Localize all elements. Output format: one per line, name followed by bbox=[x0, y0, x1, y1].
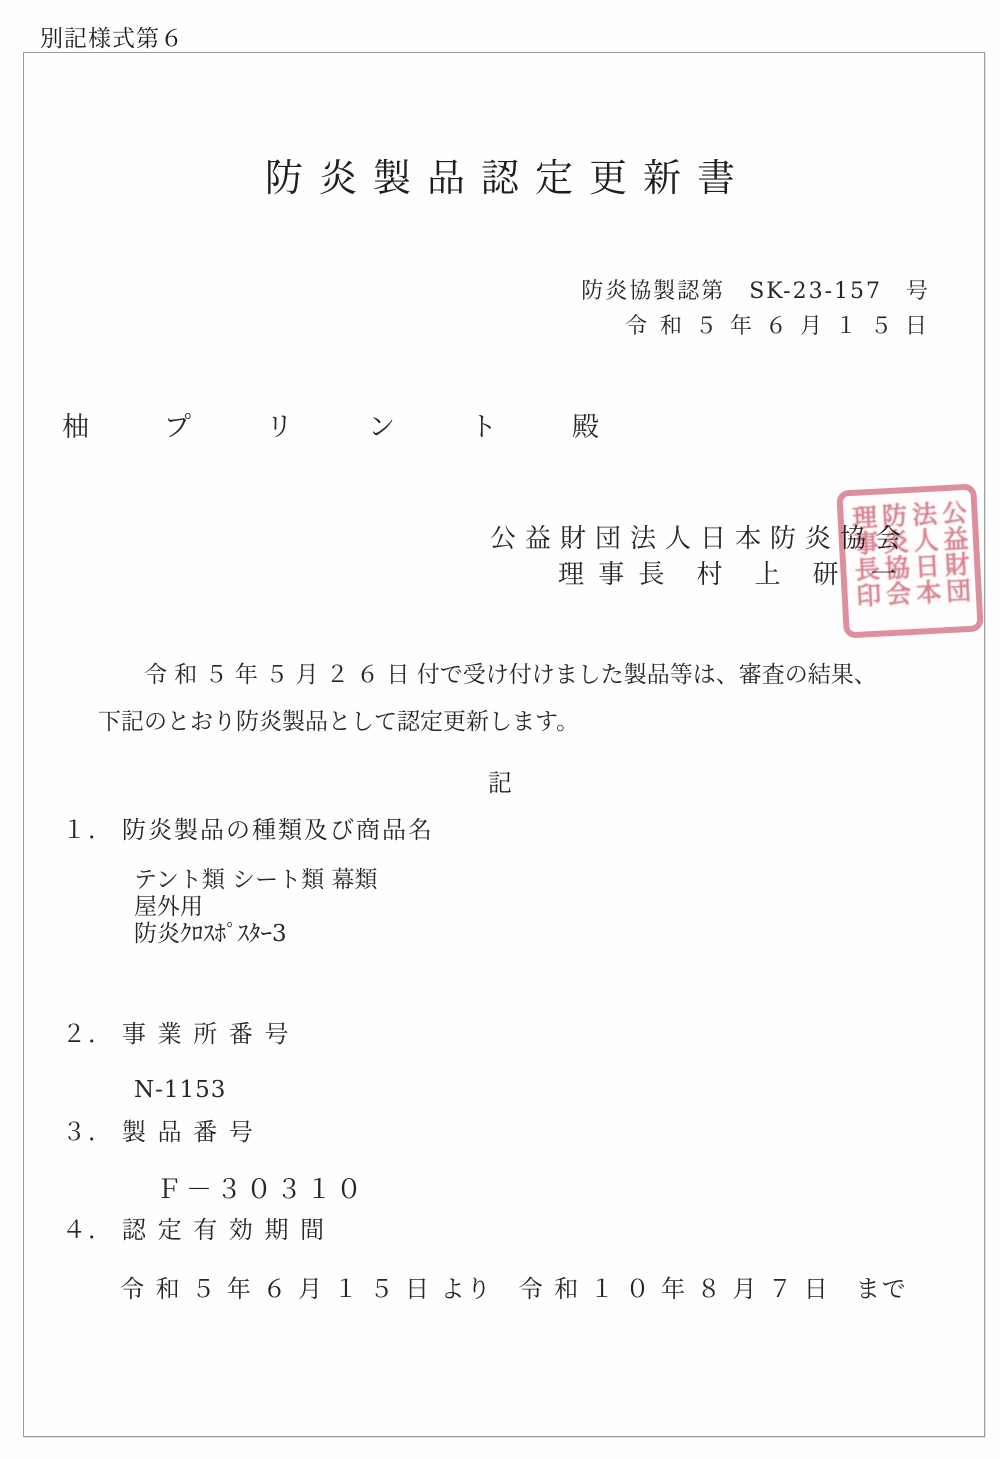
body-line-1: 令 和 ５ 年 ５ 月 ２ ６ 日 付で受け付けました製品等は、審査の結果、 bbox=[144, 662, 877, 688]
official-seal-stamp bbox=[836, 483, 984, 638]
issuer-organization-name: 公益財団法人日本防炎協会 bbox=[490, 524, 911, 554]
section-office-number bbox=[62, 1014, 291, 1103]
section-label: 事 業 所 番 号 bbox=[122, 1020, 291, 1048]
page-title: 防炎製品認定更新書 bbox=[264, 156, 751, 200]
addressee-name: 柚 プ リ ン ト 殿 bbox=[62, 412, 623, 443]
product-category: テント類 シート類 幕類 bbox=[134, 867, 378, 893]
section-header bbox=[62, 1112, 366, 1147]
product-number-value: Ｆ－３０３１０ bbox=[156, 1175, 367, 1205]
form-number-label: 別記様式第６ bbox=[40, 26, 184, 52]
seal-text: 公益財団法人日本防炎協会理事長印 bbox=[847, 498, 973, 610]
section-number: １． bbox=[62, 816, 114, 844]
section-label: 防炎製品の種類及び商品名 bbox=[122, 816, 434, 844]
body-line-2: 下記のとおり防炎製品として認定更新します。 bbox=[98, 709, 580, 735]
section-label: 製 品 番 号 bbox=[122, 1118, 255, 1146]
section-validity-period bbox=[62, 1210, 908, 1304]
product-name: 防炎ｸﾛｽﾎﾟｽﾀｰ3 bbox=[134, 921, 287, 947]
section-header bbox=[62, 1210, 908, 1245]
section-product-number bbox=[62, 1112, 366, 1206]
section-product-type bbox=[62, 810, 434, 948]
section-values bbox=[120, 1269, 908, 1304]
section-values bbox=[134, 867, 434, 948]
section-values bbox=[156, 1169, 366, 1206]
issuer-chairman-name: 理 事 長 村 上 研 一 bbox=[558, 560, 900, 590]
validity-period-value: 令 和 ５ 年 ６ 月 １ ５ 日 より 令 和 １ ０ 年 ８ 月 ７ 日 まで bbox=[120, 1275, 908, 1303]
section-header bbox=[62, 810, 434, 845]
section-label: 認 定 有 効 期 間 bbox=[122, 1216, 327, 1244]
section-number: ３． bbox=[62, 1118, 114, 1146]
section-header bbox=[62, 1014, 291, 1049]
section-number: ４． bbox=[62, 1216, 114, 1244]
section-number: ２． bbox=[62, 1020, 114, 1048]
issue-date: 令 和 ５ 年 ６ 月 １ ５ 日 bbox=[625, 314, 930, 339]
product-use: 屋外用 bbox=[134, 894, 203, 920]
section-values bbox=[134, 1077, 291, 1103]
certificate-number: 防炎協製認第 SK-23-157 号 bbox=[581, 279, 930, 304]
office-number-value: N-1153 bbox=[134, 1077, 227, 1103]
body-paragraph bbox=[98, 652, 918, 746]
record-marker: 記 bbox=[488, 769, 512, 797]
